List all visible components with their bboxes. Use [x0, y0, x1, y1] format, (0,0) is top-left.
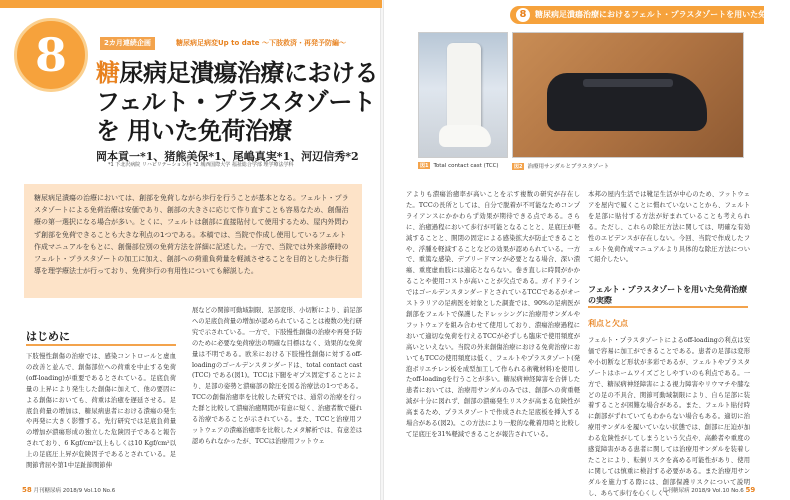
left-footer	[22, 486, 115, 494]
figure-2-caption	[512, 162, 609, 170]
figure-1-photo	[418, 32, 508, 158]
article-title	[96, 58, 378, 145]
figure-1-caption-text: Total contact cast (TCC)	[433, 163, 499, 169]
body-column-3: アよりも潰瘍治癒率が高いことを示す複数の研究が存在した。TCCの長所としては、自分で脱着が不可能なためコンプライアンスにかかわらず効果が期待できる点である。さらに、治癒過程において歩行が可能となることと、足底圧が軽減することと、開閉の固定による感染拡大が防止できることや、浮腫を軽減することなどの効果が認められている。一方で、重篤な感染、デブリードマンが必要となる場合、深い潰瘍、重度虚血肢には適応とならない。巻き直しに時間がかかることや使用コストが高いことが欠点である。ガイドラインではゴールデンスタンダードとされているTCCであるがオーストラリアの足病医を対象とした調査では、90%の足病医が創部をフェルトで保護したドレッシングに治療用サンダルやフットウェアを組み合わせて使用しており、潰瘍治療過程において適切な免荷を行えるTCCが必ずしも臨床で使用頻度が高いといえない。当院の外来創傷治療における免荷治療においてもTCCの使用頻度は低く、フェルトやプラスタゾート(発泡ポリエチレン板を成型加工して作られる術靴材料)を使用したoff-loadingを行うことが多い。糖尿病神経障害を合併した患者においては、治療用サンダルのみでは、創部への荷重軽減が十分に図れず、創部の潰瘍発生リスクが高まる危険性が高まるため、プラスタゾートで作成された足底板を挿入する場合がある(図2)。この方法により一般的な靴着用時と比較して足底圧を31%軽減できることが報告されている。	[406, 191, 580, 438]
header-title: 糖尿病足潰瘍治療におけるフェルト・プラスタゾートを用いた免荷治療	[535, 10, 790, 19]
article-number-badge	[14, 18, 88, 92]
heading-rule-right	[588, 306, 748, 308]
title-text: 尿病足潰瘍治療における フェルト・プラスタゾートを 用いた免荷治療	[96, 58, 378, 145]
page-gutter	[380, 0, 384, 500]
figure-2-photo	[512, 32, 744, 158]
body-column-5: フェルト・プラスタゾートによるoff-loadingの利点は安価で容易に加工ができることである。患者の足部は変形や小切断など形状が多彩であるが、フェルトやプラスタゾートはホームワイズごとしやすいのも利点である。一方で、糖尿病神経障害による視力障害やリウマチや膝などの足の不具合、関節可動域制限により、自ら足部に装着することが困難な場合がある。また、フェルト貼付時に創部がずれていてもわからない場合もある。適切に治療用サンダルを履いていない状態では、創部に圧迫が加わる危険性がしてしまうという欠点や、高齢者や重度の感覚障害がある患者に関しては治療用サンダルを装着したことにより、転倒リスクを高める可能性があり、使用に関しては慎重に検討する必要がある。また治療用サンダルを施力する際には、創部保護リスクについて説明し、あらて歩行を心くしくて	[588, 337, 750, 497]
right-page-number: 59	[745, 486, 756, 494]
body-column-1: 下肢慢性創傷の治療では、感染コントロールと虚血の改善と並んで、創傷部位への荷重を中止する免荷(off-loading)が重要であるとされている。足底負荷量の上昇により発生した創傷に加えて、他の要因による創傷においても、荷重は治癒を遅延させる。足底負荷量の増加は、糖尿病患者における潰瘍の発生や再発に大きく影響する。先行研究では足底負荷量の増加が潰瘍形成の独立した危険因子であると報告されており、6 Kgf/cm²以上もしくは10 Kgf/cm²以上の足底圧上昇が危険因子であるとされている。足関節背屈や第1中足趾節関節伸	[26, 353, 176, 470]
left-journal: 月刊糖尿病 2018/9 Vol.10 No.6	[33, 488, 116, 494]
series-subtitle: 糖尿病足病変Up to date ～下肢救済・再発予防編～	[176, 39, 346, 47]
series-label: 2カ月連続企画	[100, 37, 155, 50]
abstract-box: 糖尿病足潰瘍の治療においては、創部を免荷しながら歩行を行うことが基本となる。フェルト・プラスタゾートによる免荷治療は安価であり、創部の大きさに応じて作り直すことも容易なため、創傷治療の第一選択になる場合が多い。とくに、フェルトは創部に直接貼付して使用するため、屋内外問わず創部を免荷できることも大きな利点の1つである。本稿では、当院で作成し使用しているフェルト作成マニュアルをもとに、創傷部位別の免荷方法を詳細に記述した。一方で、当院では外来診療時のフェルト・プラスタゾートの加工に加え、創部への荷重負荷量を軽減させることを目的とした歩行指導を理学療法士が行っており、免荷歩行の有用性についても解説した。	[24, 184, 362, 298]
top-accent-band	[0, 0, 382, 8]
right-journal: 月刊糖尿病 2018/9 Vol.10 No.6	[662, 488, 744, 494]
title-first-char: 糖	[96, 58, 120, 87]
subheading-pros-cons: 利点と欠点	[588, 319, 628, 328]
figure-1-label: 図1	[420, 163, 429, 169]
figure-2-caption-text: 治療用サンダルとプラスタゾート	[527, 164, 610, 170]
section-heading-practice: フェルト・プラスタゾートを用いた免荷治療の実際	[588, 285, 748, 305]
header-number: 8	[516, 8, 530, 22]
left-page-number: 58	[22, 486, 32, 494]
section-heading-intro: はじめに	[26, 330, 70, 343]
right-footer	[662, 486, 755, 494]
sandal-strap	[583, 79, 673, 87]
authors: 岡本貢一*1、猪熊美保*1、尾嶋真実*1、河辺信秀*2	[96, 150, 359, 163]
affiliations: *1 下北沢病院 リハビリテーション科 *2 城西国際大学 福祉総合学部 理学療法学科	[108, 162, 294, 168]
figure-1-caption	[418, 162, 499, 169]
figure-2-label: 図2	[514, 164, 523, 170]
body-column-2: 展などの関節可動域制限、足部変形、小切断により、前足部への足底負荷量の増加が認められていることは複数の先行研究で示されている。一方で、下肢慢性創傷の治療や再発予防のために必要な免荷療法の明確な目標はなく、効果的な免荷量は不明である。欧米における下肢慢性創傷に対するoff-loadingのゴールデンスタンダードは、total contact cast (TCC) である(図1)。TCCは下腿をギプス固定することにより、足部の姿勢と潰瘍部の除圧を図る治療法の1つである。TCCの創傷治癒率を比較した研究では、通常の治療を行った群と比較して潰瘍治癒期間が有意に短く、治癒者数で優れる治療であることが示されている。また、TCCと治療用フットウェアの潰瘍治癒率を比較したメタ解析では、有意差は認められなかったが、TCCは治療用フットウェ	[192, 307, 363, 445]
cast-foot-shape	[439, 125, 491, 147]
heading-rule	[26, 344, 176, 346]
body-column-4: 本邦の屋内生活では靴足生活が中心のため、フットウェアを屋内で履くことに慣れていないことから、フェルトを足部に貼付する方法が好まれていることも考えられる。ただし、これらの除圧方法に関しては、明確な有効性のエビデンスが存在しない。今回、当院で作成したフェルト免荷作成マニュアルより具体的な除圧方法について紹介したい。	[588, 191, 750, 264]
badge-number: 8	[34, 28, 67, 82]
